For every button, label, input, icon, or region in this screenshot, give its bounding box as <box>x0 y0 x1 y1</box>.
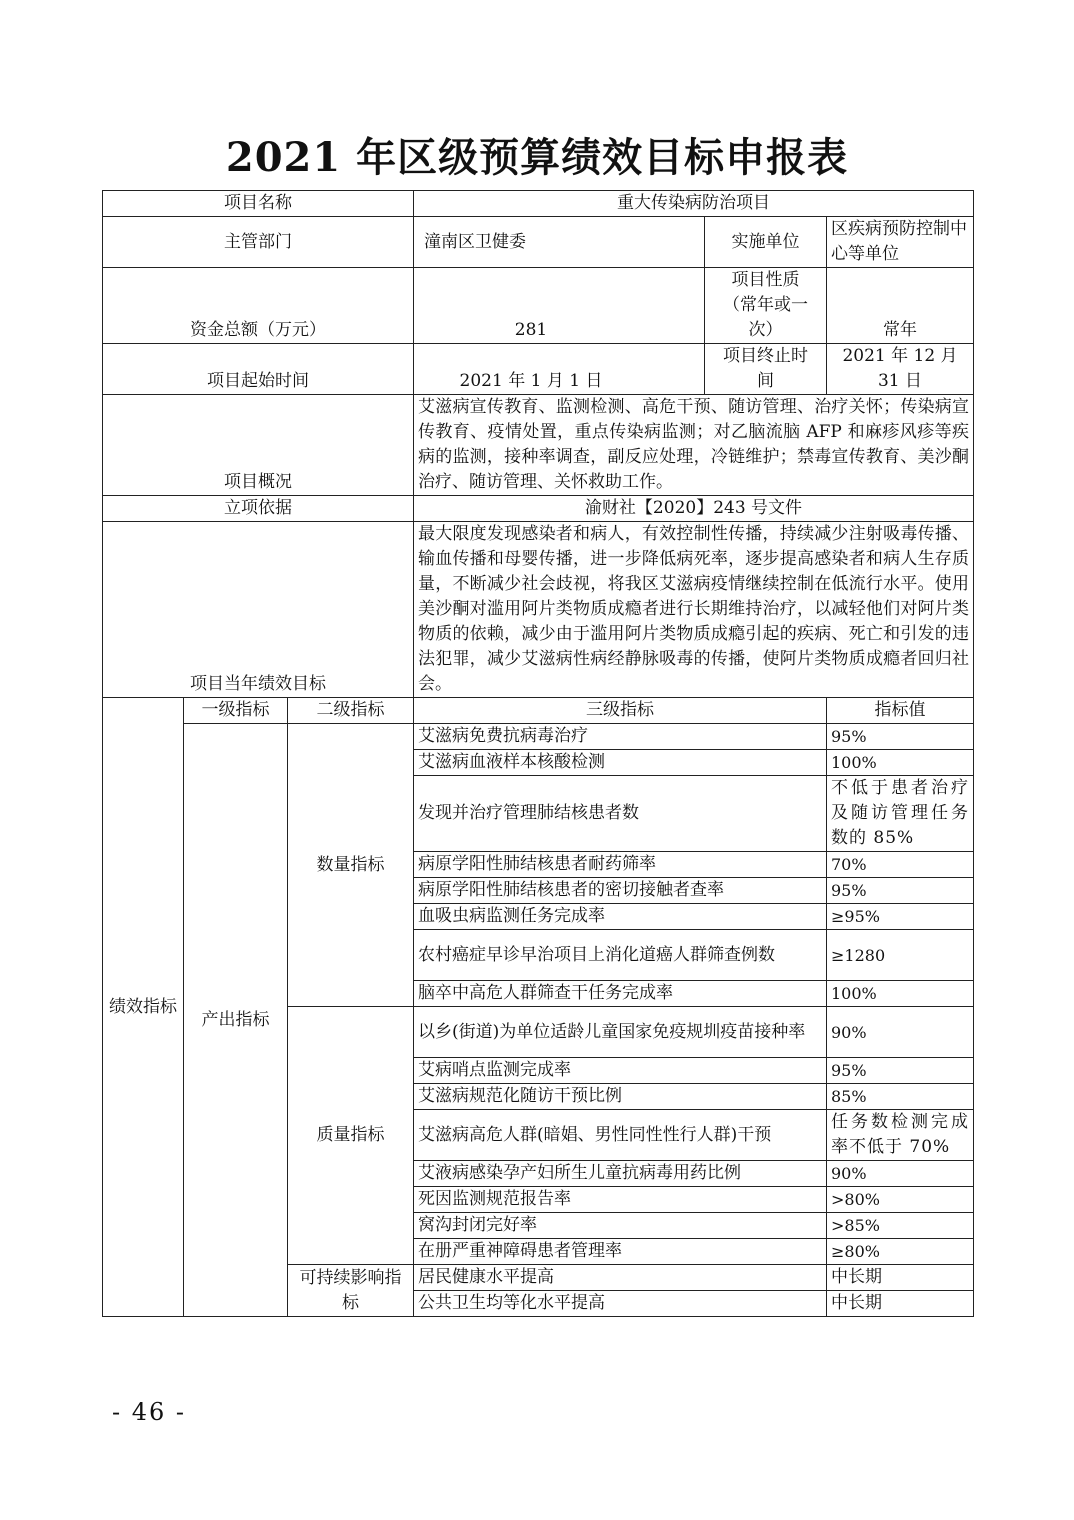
indicator-name: 病原学阳性肺结核患者耐药筛率 <box>414 852 827 878</box>
level2-quantity: 数量指标 <box>288 724 414 1007</box>
goal-label: 项目当年绩效目标 <box>103 522 414 698</box>
indicator-value: 中长期 <box>827 1265 974 1291</box>
header-level2: 二级指标 <box>288 698 414 724</box>
indicator-name: 血吸虫病监测任务完成率 <box>414 904 827 930</box>
nature-value: 常年 <box>827 268 974 344</box>
indicator-name: 艾滋病免费抗病毒治疗 <box>414 724 827 750</box>
basis-value: 渝财社【2020】243 号文件 <box>414 496 974 522</box>
indicator-value: 90% <box>827 1007 974 1058</box>
indicator-value: 95% <box>827 1058 974 1084</box>
indicator-value: ≥80% <box>827 1239 974 1265</box>
budget-form-table <box>102 190 974 1317</box>
indicator-name: 公共卫生均等化水平提高 <box>414 1291 827 1317</box>
indicator-name: 死因监测规范报告率 <box>414 1187 827 1213</box>
goal-text: 最大限度发现感染者和病人，有效控制性传播，持续减少注射吸毒传播、输血传播和母婴传播，进一步降低病死率，逐步提高感染者和病人生存质量，不断减少社会歧视，将我区艾滋病疫情继续控制在低流行水平。使用美沙酮对滥用阿片类物质成瘾者进行长期维持治疗，以减轻他们对阿片类物质的依赖，减少由于滥用阿片类物质成瘾引起的疾病、死亡和引发的违法犯罪，减少艾滋病性病经静脉吸毒的传播，使阿片类物质成瘾者回归社会。 <box>414 522 974 698</box>
indicator-value: 100% <box>827 981 974 1007</box>
indicator-name: 艾滋病高危人群(暗娼、男性同性性行人群)干预 <box>414 1110 827 1161</box>
indicator-value: 95% <box>827 878 974 904</box>
fund-value: 281 <box>414 268 705 344</box>
level1-output: 产出指标 <box>184 724 288 1317</box>
page-number: - 46 - <box>112 1398 187 1426</box>
indicator-name: 艾液病感染孕产妇所生儿童抗病毒用药比例 <box>414 1161 827 1187</box>
indicator-value: 90% <box>827 1161 974 1187</box>
indicator-value: ≥1280 <box>827 930 974 981</box>
indicator-value: ≥95% <box>827 904 974 930</box>
nature-label: 项目性质（常年或一次） <box>705 268 827 344</box>
overview-label: 项目概况 <box>103 395 414 496</box>
indicator-name: 病原学阳性肺结核患者的密切接触者查率 <box>414 878 827 904</box>
project-name-label: 项目名称 <box>103 191 414 217</box>
indicator-value: 中长期 <box>827 1291 974 1317</box>
indicator-name: 艾病哨点监测完成率 <box>414 1058 827 1084</box>
indicator-name: 脑卒中高危人群筛查干任务完成率 <box>414 981 827 1007</box>
impl-unit-label: 实施单位 <box>705 217 827 268</box>
page-title: 2021 年区级预算绩效目标申报表 <box>225 134 849 181</box>
dept-value: 潼南区卫健委 <box>414 217 705 268</box>
indicator-name: 窝沟封闭完好率 <box>414 1213 827 1239</box>
indicator-name: 发现并治疗管理肺结核患者数 <box>414 776 827 852</box>
fund-label: 资金总额（万元） <box>103 268 414 344</box>
level2-quality: 质量指标 <box>288 1007 414 1265</box>
start-time-value: 2021 年 1 月 1 日 <box>414 344 705 395</box>
indicator-value: 95% <box>827 724 974 750</box>
header-level3: 三级指标 <box>414 698 827 724</box>
indicator-value: >85% <box>827 1213 974 1239</box>
indicator-name: 居民健康水平提高 <box>414 1265 827 1291</box>
indicator-name: 以乡(街道)为单位适龄儿童国家免疫规圳疫苗接种率 <box>414 1007 827 1058</box>
indicator-name: 艾滋病规范化随访干预比例 <box>414 1084 827 1110</box>
dept-label: 主管部门 <box>103 217 414 268</box>
header-level1: 一级指标 <box>184 698 288 724</box>
indicator-name: 艾滋病血液样本核酸检测 <box>414 750 827 776</box>
indicator-name: 农村癌症早诊早治项目上消化道癌人群筛查例数 <box>414 930 827 981</box>
indicator-value: 100% <box>827 750 974 776</box>
indicator-value: 不低于患者治疗及随访管理任务数的 85% <box>827 776 974 852</box>
end-time-label: 项目终止时间 <box>705 344 827 395</box>
project-name-value: 重大传染病防治项目 <box>414 191 974 217</box>
indicator-value: 70% <box>827 852 974 878</box>
end-time-value: 2021 年 12 月 31 日 <box>827 344 974 395</box>
header-value: 指标值 <box>827 698 974 724</box>
level2-sustainable: 可持续影响指标 <box>288 1265 414 1317</box>
indicators-section-label: 绩效指标 <box>103 698 184 1317</box>
start-time-label: 项目起始时间 <box>103 344 414 395</box>
indicator-value: >80% <box>827 1187 974 1213</box>
impl-unit-value: 区疾病预防控制中心等单位 <box>827 217 974 268</box>
indicator-value: 85% <box>827 1084 974 1110</box>
indicator-value: 任务数检测完成率不低于 70% <box>827 1110 974 1161</box>
indicator-name: 在册严重神障碍患者管理率 <box>414 1239 827 1265</box>
basis-label: 立项依据 <box>103 496 414 522</box>
overview-text: 艾滋病宣传教育、监测检测、高危干预、随访管理、治疗关怀；传染病宣传教育、疫情处置，重点传染病监测；对乙脑流脑 AFP 和麻疹风疹等疾病的监测，接种率调查，副反应处理，冷链维护；禁毒宣传教育、美沙酮治疗、随访管理、关怀救助工作。 <box>414 395 974 496</box>
